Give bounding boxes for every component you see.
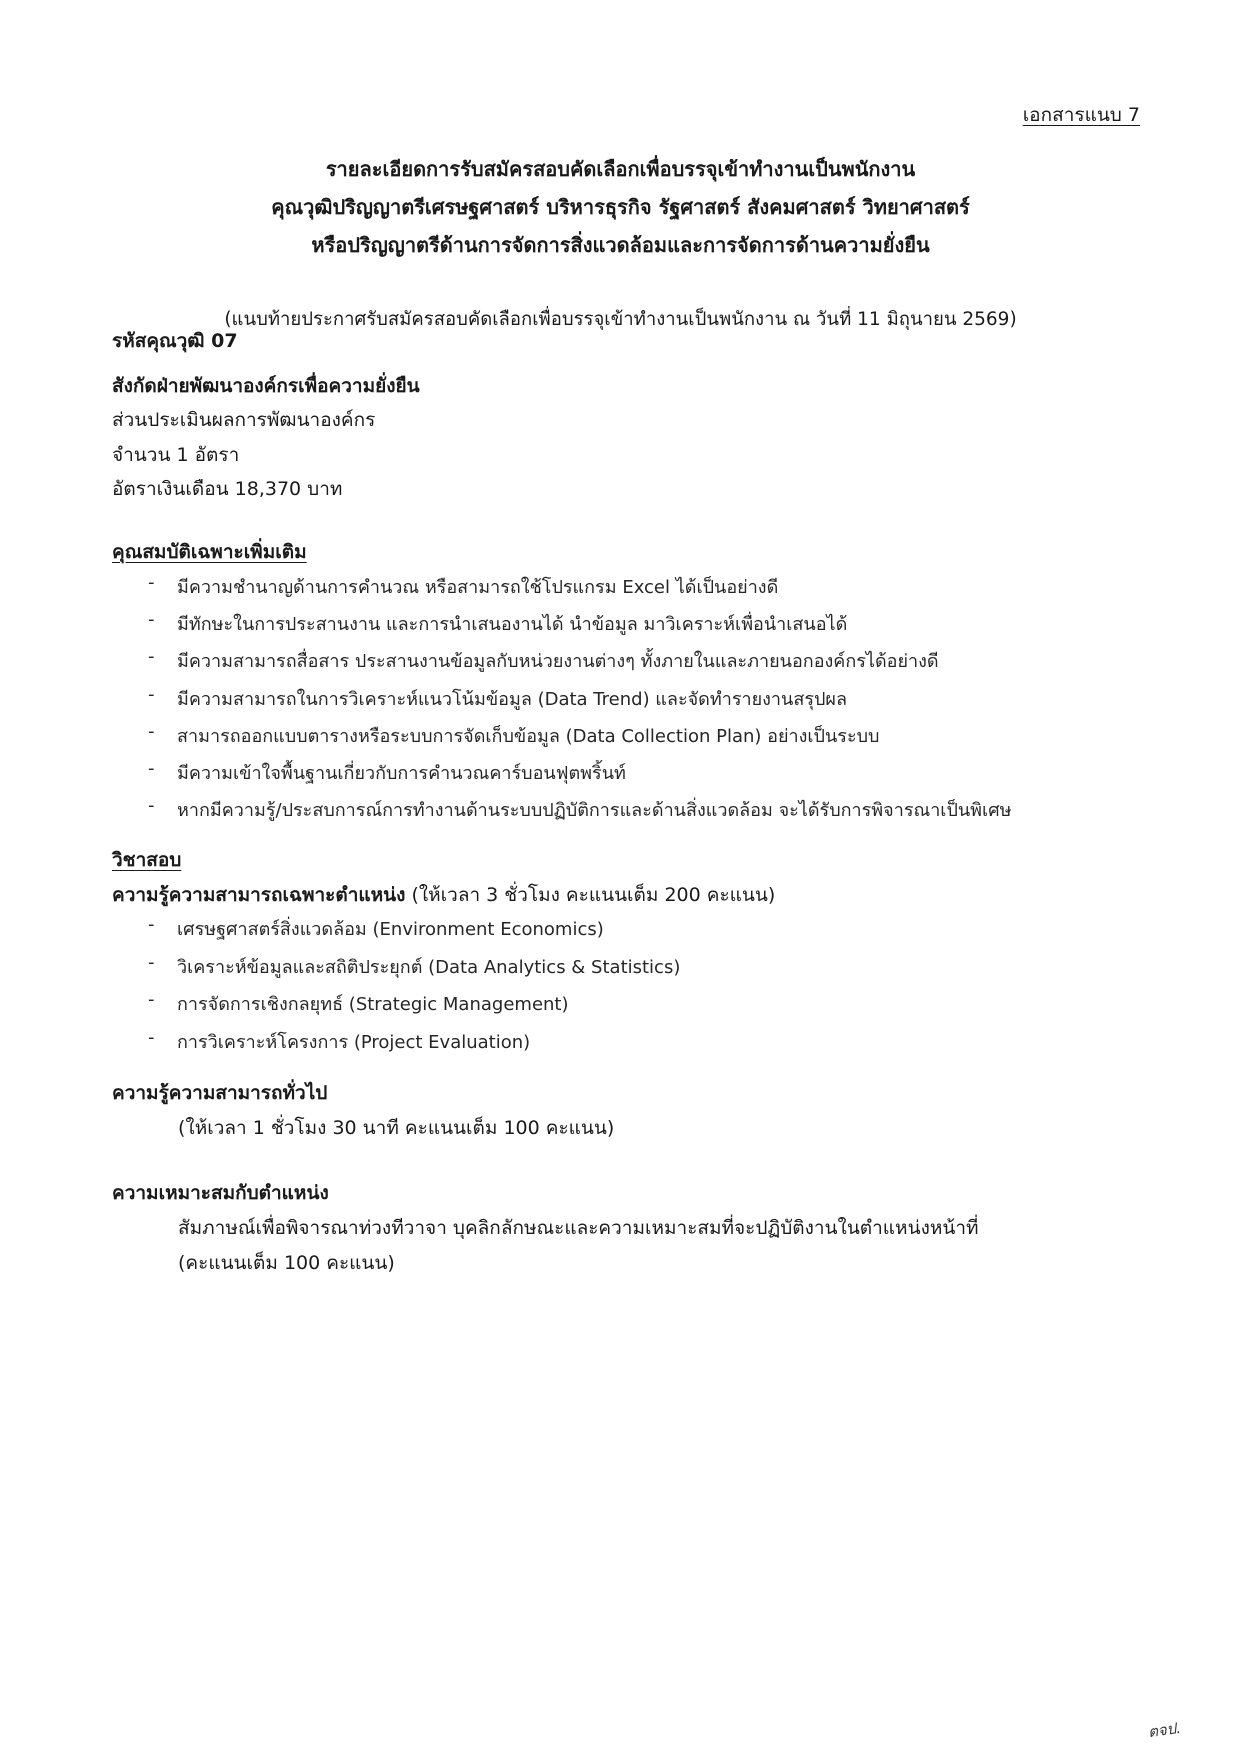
department: สังกัดฝ่ายพัฒนาองค์กรเพื่อความยั่งยืน bbox=[112, 375, 420, 397]
exam-heading: วิชาสอบ bbox=[112, 849, 182, 871]
specific-exam-title: ความรู้ความสามารถเฉพาะตำแหน่ง bbox=[112, 884, 406, 906]
title-line-1: รายละเอียดการรับสมัครสอบคัดเลือกเพื่อบรรจุเข้าทำงานเป็นพนักงาน bbox=[325, 157, 916, 181]
subject-list bbox=[148, 914, 680, 1064]
qualification-item: - หากมีความรู้/ประสบการณ์การทำงานด้านระบบปฏิบัติการและด้านสิ่งแวดล้อม จะได้รับการพิจารณาเป็นพิเศษ bbox=[148, 795, 1012, 832]
suitability-score: (คะแนนเต็ม 100 คะแนน) bbox=[178, 1252, 395, 1274]
division: ส่วนประเมินผลการพัฒนาองค์กร bbox=[112, 409, 376, 431]
subject-item: - เศรษฐศาสตร์สิ่งแวดล้อม (Environment Economics) bbox=[148, 914, 680, 952]
specific-exam-detail: (ให้เวลา 3 ชั่วโมง คะแนนเต็ม 200 คะแนน) bbox=[411, 884, 776, 906]
salary: อัตราเงินเดือน 18,370 บาท bbox=[112, 478, 343, 500]
qualifications-list bbox=[148, 572, 1012, 832]
qualification-item: - มีความชำนาญด้านการคำนวณ หรือสามารถใช้โปรแกรม Excel ได้เป็นอย่างดี bbox=[148, 572, 1012, 609]
document-title bbox=[0, 150, 1241, 264]
subject-item: - วิเคราะห์ข้อมูลและสถิติประยุกต์ (Data Analytics & Statistics) bbox=[148, 952, 680, 990]
position-count: จำนวน 1 อัตรา bbox=[112, 444, 240, 466]
suitability-detail: สัมภาษณ์เพื่อพิจารณาท่วงทีวาจา บุคลิกลักษณะและความเหมาะสมที่จะปฏิบัติงานในตำแหน่งหน้าที่ bbox=[178, 1217, 979, 1239]
attachment-label: เอกสารแนบ 7 bbox=[1022, 104, 1140, 126]
general-exam-title: ความรู้ความสามารถทั่วไป bbox=[112, 1082, 328, 1104]
title-line-3: หรือปริญญาตรีด้านการจัดการสิ่งแวดล้อมและการจัดการด้านความยั่งยืน bbox=[311, 233, 930, 257]
qualification-code: รหัสคุณวุฒิ 07 bbox=[112, 330, 238, 352]
specific-exam bbox=[112, 880, 775, 910]
qualification-item: - มีความเข้าใจพื้นฐานเกี่ยวกับการคำนวณคาร์บอนฟุตพริ้นท์ bbox=[148, 758, 1012, 795]
general-exam-detail: (ให้เวลา 1 ชั่วโมง 30 นาที คะแนนเต็ม 100 คะแนน) bbox=[178, 1117, 615, 1139]
footer-initials: ตจป. bbox=[1147, 1718, 1183, 1742]
announcement-note: (แนบท้ายประกาศรับสมัครสอบคัดเลือกเพื่อบรรจุเข้าทำงานเป็นพนักงาน ณ วันที่ 11 มิถุนายน 2569) bbox=[224, 309, 1017, 330]
qualification-item: - มีความสามารถในการวิเคราะห์แนวโน้มข้อมูล (Data Trend) และจัดทำรายงานสรุปผล bbox=[148, 684, 1012, 721]
qualification-item: - สามารถออกแบบตารางหรือระบบการจัดเก็บข้อมูล (Data Collection Plan) อย่างเป็นระบบ bbox=[148, 721, 1012, 758]
qualification-item: - มีทักษะในการประสานงาน และการนำเสนองานได้ นำข้อมูล มาวิเคราะห์เพื่อนำเสนอได้ bbox=[148, 609, 1012, 646]
subject-item: - การจัดการเชิงกลยุทธ์ (Strategic Management) bbox=[148, 989, 680, 1027]
subject-item: - การวิเคราะห์โครงการ (Project Evaluation) bbox=[148, 1027, 680, 1065]
qualification-item: - มีความสามารถสื่อสาร ประสานงานข้อมูลกับหน่วยงานต่างๆ ทั้งภายในและภายนอกองค์กรได้อย่างดี bbox=[148, 646, 1012, 683]
suitability-title: ความเหมาะสมกับตำแหน่ง bbox=[112, 1182, 329, 1204]
title-line-2: คุณวุฒิปริญญาตรีเศรษฐศาสตร์ บริหารธุรกิจ รัฐศาสตร์ สังคมศาสตร์ วิทยาศาสตร์ bbox=[271, 195, 970, 219]
qualifications-heading: คุณสมบัติเฉพาะเพิ่มเติม bbox=[112, 541, 307, 563]
